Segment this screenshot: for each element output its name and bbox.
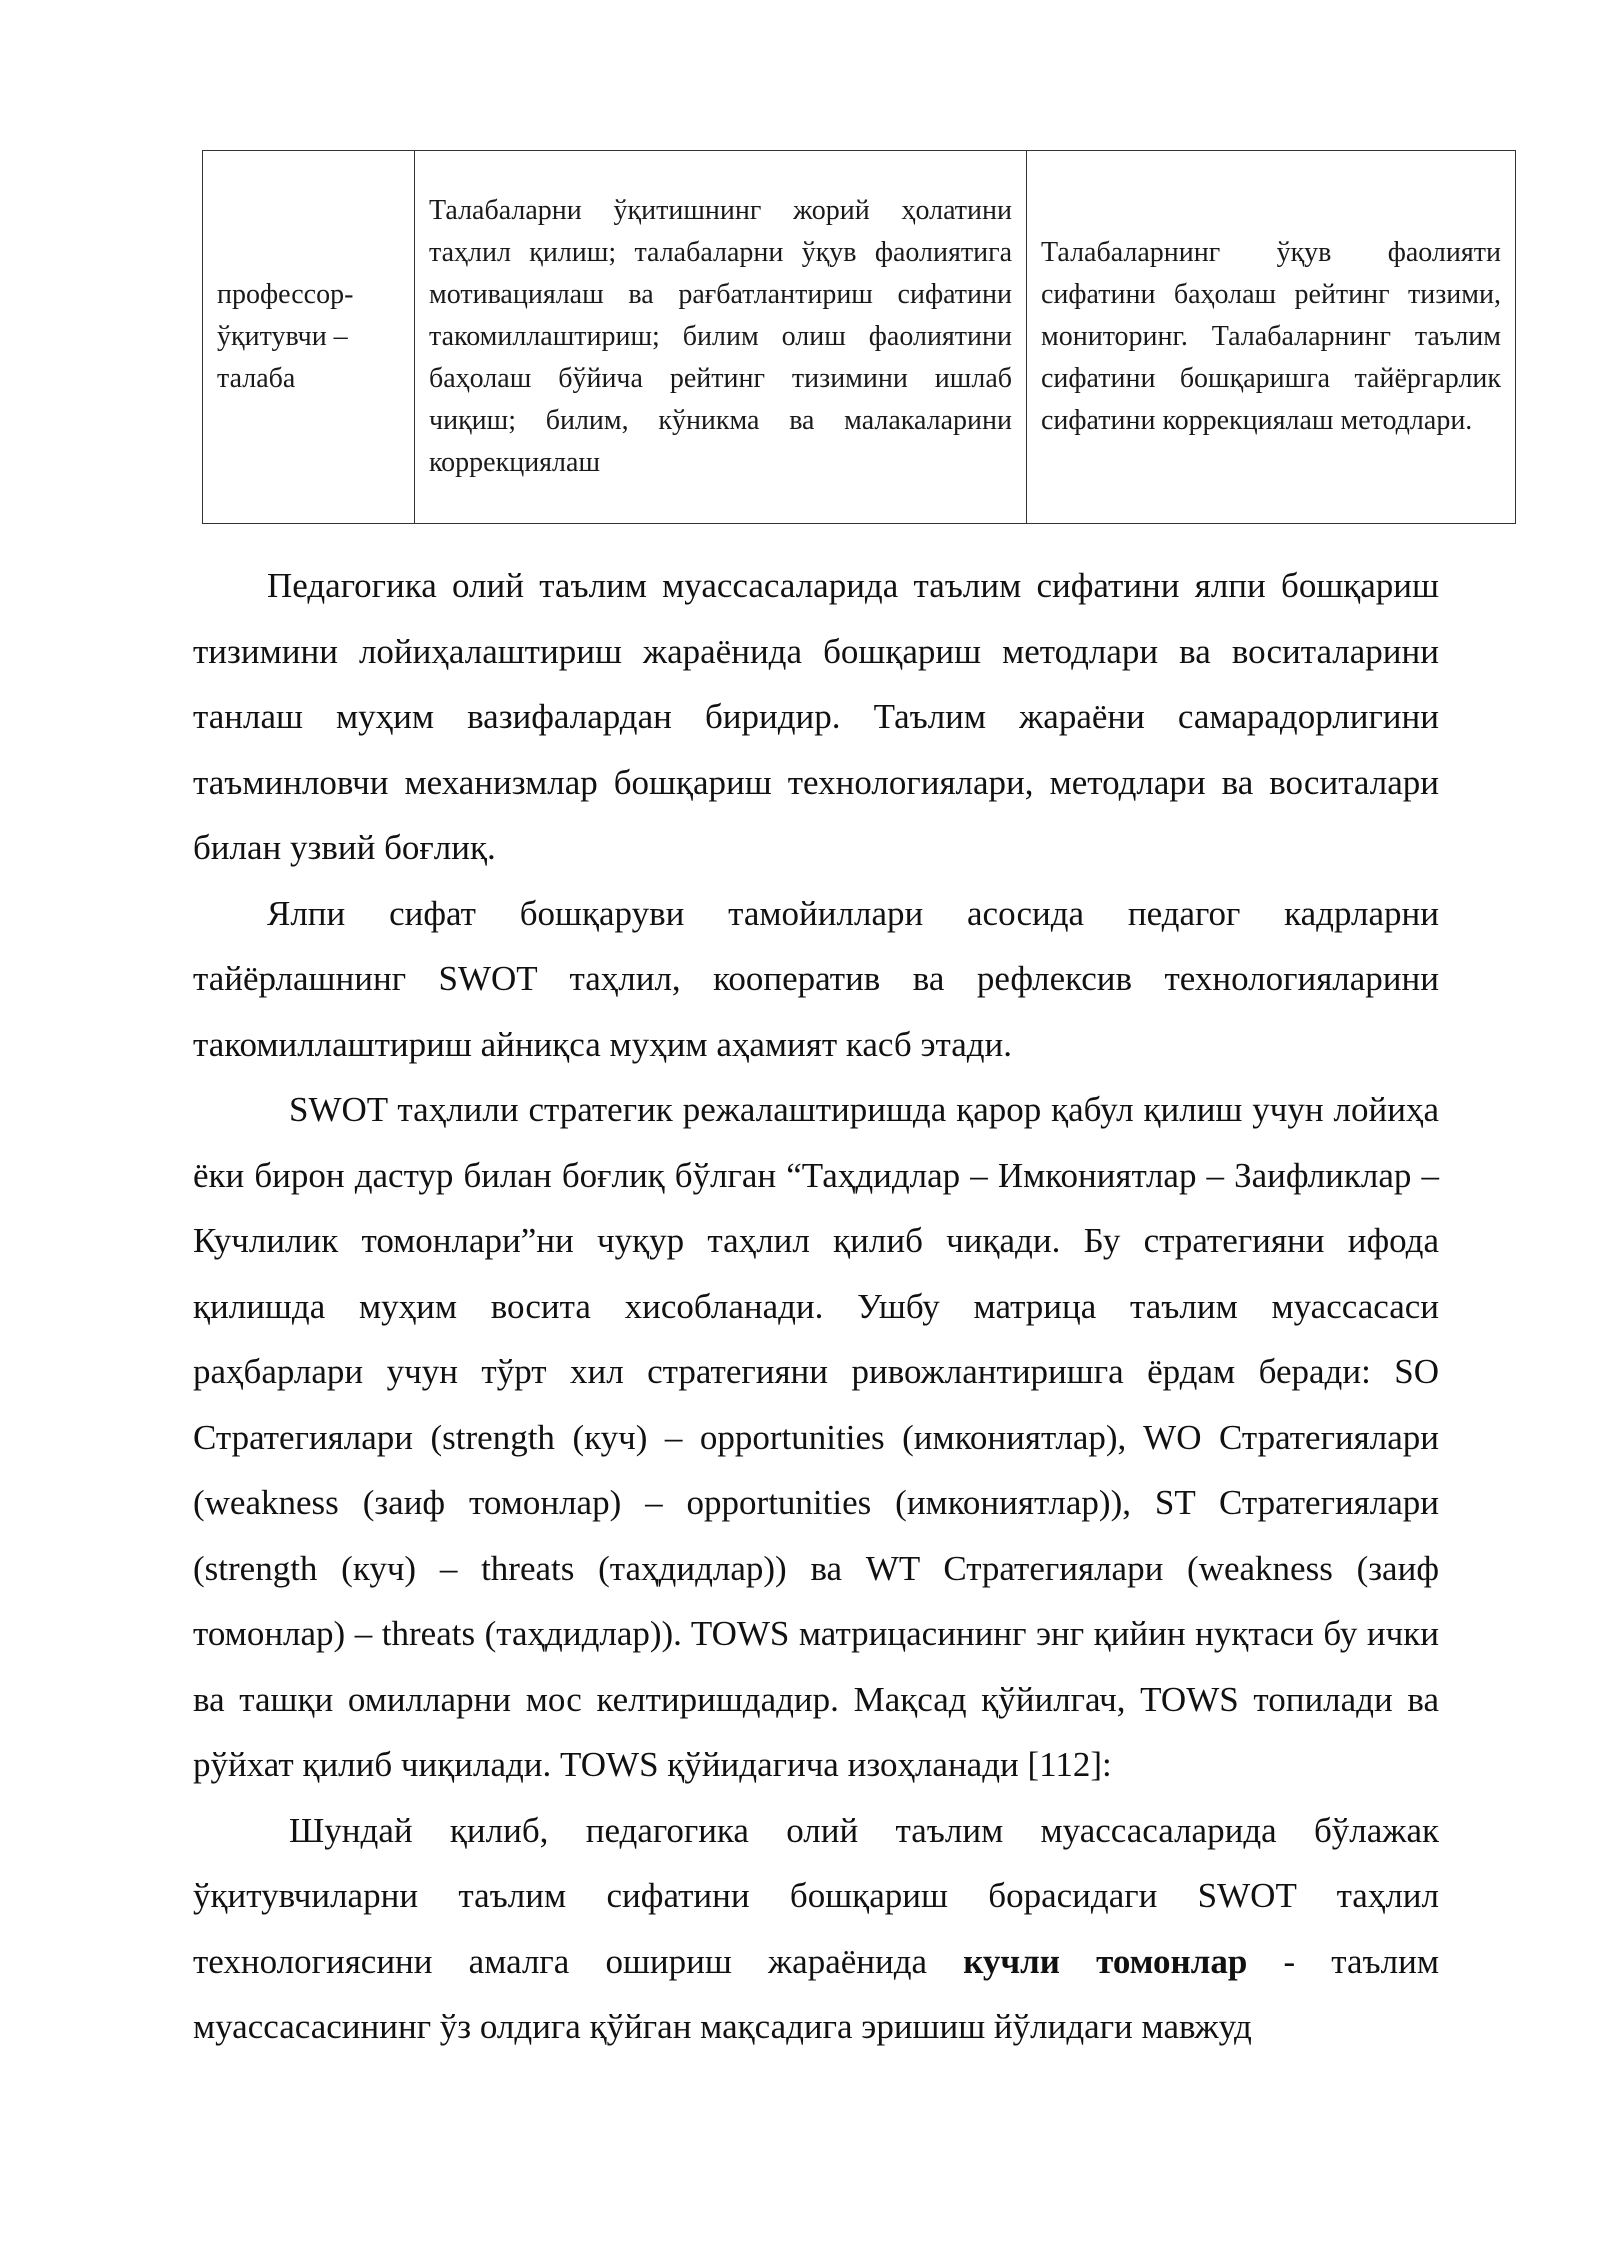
responsibilities-table [202,150,1516,524]
paragraph-1: Педагогика олий таълим муассасаларида таълим сифатини ялпи бошқариш тизимини лойиҳалаштириш жараёнида бошқариш методлари ва воситаларини танлаш муҳим вазифалардан биридир. Таълим жараёни самарадорлигини таъминловчи механизмлар бошқариш технологиялари, методлари ва воситалари билан узвий боғлиқ. [193,566,1439,867]
paragraph-4-end: - таълим муассасасининг ўз олдига қўйган мақсадига эришиш йўлидаги мавжуд [193,1941,1439,2046]
paragraph-4 [193,1798,1439,2060]
paragraph-4-bold-term: кучли томонлар [963,1941,1248,1981]
table-cell-methods: Талабаларнинг ўқув фаолияти сифатини баҳолаш рейтинг тизими, мониторинг. Талабаларнинг таълим сифатини бошқаришга тайёргарлик сифатини коррекциялаш методлари. [1027,151,1516,524]
paragraph-2: Ялпи сифат бошқаруви тамойиллари асосида педагог кадрларни тайёрлашнинг SWOT таҳлил, кооператив ва рефлексив технологияларини такомиллаштириш айниқса муҳим аҳамият касб этади. [193,893,1439,1064]
table-cell-tasks: Талабаларни ўқитишнинг жорий ҳолатини таҳлил қилиш; талабаларни ўқув фаолиятига мотивациялаш ва рағбатлантириш сифатини такомиллаштириш; билим олиш фаолиятини баҳолаш бўйича рейтинг тизимини ишлаб чиқиш; билим, кўникма ва малакаларини коррекциялаш [415,151,1027,524]
paragraph-3: SWOT таҳлили стратегик режалаштиришда қарор қабул қилиш учун лойиҳа ёки бирон дастур билан боғлиқ бўлган “Таҳдидлар – Имкониятлар – Заифликлар – Кучлилик томонлари”ни чуқур таҳлил қилиб чиқади. Бу стратегияни ифода қилишда муҳим восита хисобланади. Ушбу матрица таълим муассасаси раҳбарлари учун тўрт хил стратегияни ривожлантиришга ёрдам беради: SO Стратегиялари (strength (куч) – opportunities (имкониятлар), WO Стратегиялари (weakness (заиф томонлар) – opportunities (имкониятлар)), ST Стратегиялари (strength (куч) – threats (таҳдидлар)) ва WT Стратегиялари (weakness (заиф томонлар) – threats (таҳдидлар)). TOWS матрицасининг энг қийин нуқтаси бу ички ва ташқи омилларни мос келтиришдадир. Мақсад қўйилгач, TOWS топилади ва рўйхат қилиб чиқилади. TOWS қўйидагича изоҳланади [112]: [193,1090,1439,1784]
paragraph-4-start: Шундай қилиб, педагогика олий таълим муассасаларида бўлажак ўқитувчиларни таълим сифатини бошқариш борасидаги SWOT таҳлил технологиясини амалга ошириш жараёнида [193,1810,1439,1981]
table-cell-role: профессор-ўқитувчи – талаба [203,151,415,524]
body-text [193,553,1439,2060]
table-row [203,151,1516,524]
